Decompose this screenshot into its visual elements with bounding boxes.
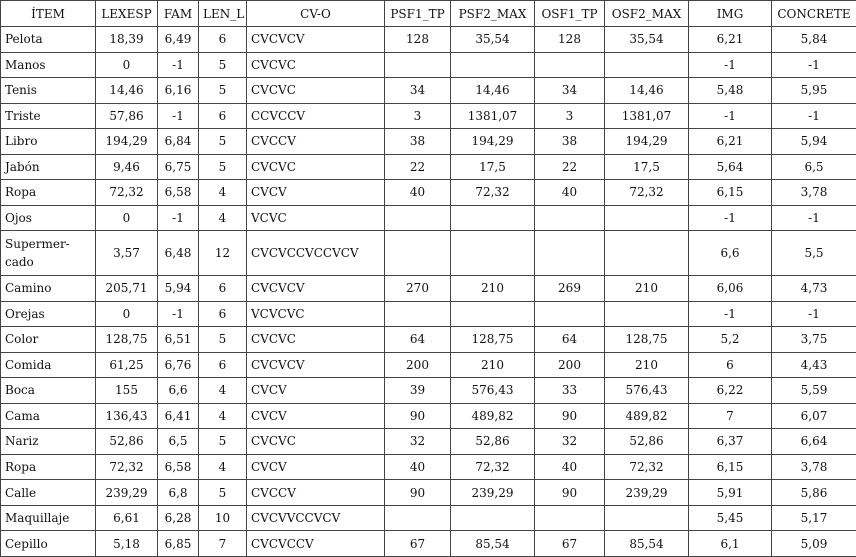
table-cell: CVCV <box>247 403 385 429</box>
table-cell: 6,1 <box>689 531 772 557</box>
table-cell: 3,78 <box>772 180 856 206</box>
table-cell: 1381,07 <box>605 103 689 129</box>
table-cell: 52,86 <box>605 429 689 455</box>
table-cell: 52,86 <box>451 429 535 455</box>
table-cell: 34 <box>535 78 605 104</box>
table-cell: 3,75 <box>772 327 856 353</box>
table-row <box>1 129 856 155</box>
table-cell: 72,32 <box>451 454 535 480</box>
table-row <box>1 276 856 302</box>
table-cell: 6,61 <box>96 505 158 531</box>
table-row <box>1 454 856 480</box>
table-cell: 32 <box>535 429 605 455</box>
table-cell: 239,29 <box>96 480 158 506</box>
table-cell: 6,48 <box>158 231 199 276</box>
table-row <box>1 103 856 129</box>
table-cell: 6,22 <box>689 378 772 404</box>
item-cell: Supermer-cado <box>1 231 96 276</box>
table-cell: -1 <box>772 52 856 78</box>
table-row <box>1 78 856 104</box>
item-cell: Libro <box>1 129 96 155</box>
table-cell: 4,43 <box>772 352 856 378</box>
table-cell: 5,48 <box>689 78 772 104</box>
table-cell: 14,46 <box>96 78 158 104</box>
table-cell: 4,73 <box>772 276 856 302</box>
table-cell: 5,91 <box>689 480 772 506</box>
table-cell <box>605 205 689 231</box>
item-cell: Ropa <box>1 180 96 206</box>
table-cell <box>605 301 689 327</box>
item-cell: Camino <box>1 276 96 302</box>
item-cell: Color <box>1 327 96 353</box>
table-cell: 5,94 <box>158 276 199 302</box>
item-cell: Boca <box>1 378 96 404</box>
table-cell: 5,18 <box>96 531 158 557</box>
table-cell: 12 <box>199 231 247 276</box>
table-cell <box>451 301 535 327</box>
table-cell: 210 <box>605 276 689 302</box>
table-cell <box>535 231 605 276</box>
table-cell: 9,46 <box>96 154 158 180</box>
table-cell: 17,5 <box>605 154 689 180</box>
table-cell: -1 <box>689 301 772 327</box>
table-cell: 90 <box>535 480 605 506</box>
table-cell: 90 <box>385 480 451 506</box>
table-cell: 239,29 <box>605 480 689 506</box>
item-cell: Nariz <box>1 429 96 455</box>
table-row <box>1 301 856 327</box>
table-cell: CVCVCV <box>247 352 385 378</box>
column-header: CV-O <box>247 1 385 27</box>
table-cell: 128,75 <box>451 327 535 353</box>
table-row <box>1 231 856 276</box>
table-cell: 269 <box>535 276 605 302</box>
table-cell: 194,29 <box>451 129 535 155</box>
table-cell: 210 <box>451 352 535 378</box>
table-cell: CCVCCV <box>247 103 385 129</box>
table-cell: 155 <box>96 378 158 404</box>
table-cell <box>451 505 535 531</box>
table-row <box>1 52 856 78</box>
table-cell: CVCVC <box>247 154 385 180</box>
table-cell: -1 <box>158 103 199 129</box>
table-cell: 22 <box>535 154 605 180</box>
table-cell: 6,5 <box>772 154 856 180</box>
table-cell: 5 <box>199 154 247 180</box>
column-header: FAM <box>158 1 199 27</box>
table-cell <box>605 505 689 531</box>
item-cell: Pelota <box>1 27 96 53</box>
table-cell: 5 <box>199 429 247 455</box>
table-cell: 136,43 <box>96 403 158 429</box>
table-cell: 39 <box>385 378 451 404</box>
table-cell: CVCVCV <box>247 27 385 53</box>
table-cell: -1 <box>158 52 199 78</box>
table-row <box>1 27 856 53</box>
table-cell: -1 <box>158 301 199 327</box>
table-cell: 6,21 <box>689 129 772 155</box>
table-cell: 6,15 <box>689 180 772 206</box>
table-cell: 34 <box>385 78 451 104</box>
table-cell: 6 <box>199 27 247 53</box>
table-cell: 33 <box>535 378 605 404</box>
table-cell: 489,82 <box>451 403 535 429</box>
table-cell: 205,71 <box>96 276 158 302</box>
item-cell: Jabón <box>1 154 96 180</box>
table-cell: 5,2 <box>689 327 772 353</box>
table-cell: 4 <box>199 403 247 429</box>
table-cell: 3 <box>535 103 605 129</box>
table-cell <box>451 205 535 231</box>
header-row <box>1 1 856 27</box>
column-header: OSF1_TP <box>535 1 605 27</box>
table-cell: 1381,07 <box>451 103 535 129</box>
table-cell <box>385 505 451 531</box>
table-cell: 6,15 <box>689 454 772 480</box>
table-cell: 17,5 <box>451 154 535 180</box>
table-cell <box>535 505 605 531</box>
table-cell <box>451 52 535 78</box>
table-cell: 6,06 <box>689 276 772 302</box>
table-cell <box>535 52 605 78</box>
table-cell: 6 <box>199 103 247 129</box>
table-cell: 6,07 <box>772 403 856 429</box>
table-cell: 6 <box>689 352 772 378</box>
table-cell: 6,76 <box>158 352 199 378</box>
table-cell: 5,45 <box>689 505 772 531</box>
table-cell: 38 <box>535 129 605 155</box>
table-cell: 6 <box>199 276 247 302</box>
table-cell <box>385 231 451 276</box>
table-cell: 40 <box>535 180 605 206</box>
table-cell: 4 <box>199 205 247 231</box>
table-cell <box>385 205 451 231</box>
table-cell: 6 <box>199 301 247 327</box>
item-cell: Ojos <box>1 205 96 231</box>
table-cell: 128 <box>535 27 605 53</box>
item-cell: Cepillo <box>1 531 96 557</box>
table-cell: 6,6 <box>689 231 772 276</box>
table-cell: 40 <box>385 180 451 206</box>
table-cell: 576,43 <box>451 378 535 404</box>
column-header: IMG <box>689 1 772 27</box>
table-cell: 35,54 <box>605 27 689 53</box>
item-cell: Tenis <box>1 78 96 104</box>
table-cell: 6,5 <box>158 429 199 455</box>
table-cell: CVCV <box>247 454 385 480</box>
item-cell: Comida <box>1 352 96 378</box>
table-cell: 128,75 <box>96 327 158 353</box>
table-cell <box>385 52 451 78</box>
table-cell: -1 <box>772 205 856 231</box>
table-cell: CVCVC <box>247 429 385 455</box>
table-cell: 90 <box>535 403 605 429</box>
table-cell: 5,95 <box>772 78 856 104</box>
table-cell: 5,64 <box>689 154 772 180</box>
table-cell: 6,84 <box>158 129 199 155</box>
table-cell: 7 <box>689 403 772 429</box>
table-cell: VCVC <box>247 205 385 231</box>
table-cell: 6,6 <box>158 378 199 404</box>
table-cell: 5,17 <box>772 505 856 531</box>
table-cell: 6,28 <box>158 505 199 531</box>
table-row <box>1 378 856 404</box>
table-cell: CVCV <box>247 378 385 404</box>
column-header: LEXESP <box>96 1 158 27</box>
table-cell: 0 <box>96 52 158 78</box>
table-row <box>1 180 856 206</box>
table-cell: 64 <box>535 327 605 353</box>
table-cell: 6,49 <box>158 27 199 53</box>
table-row <box>1 352 856 378</box>
table-cell: 200 <box>535 352 605 378</box>
table-cell: CVCCV <box>247 480 385 506</box>
table-cell: 5 <box>199 52 247 78</box>
table-cell: CVCCV <box>247 129 385 155</box>
table-row <box>1 154 856 180</box>
table-cell: 6,58 <box>158 454 199 480</box>
table-cell: 0 <box>96 205 158 231</box>
table-cell <box>605 231 689 276</box>
table-cell: 10 <box>199 505 247 531</box>
table-cell: 72,32 <box>605 180 689 206</box>
table-cell: -1 <box>689 205 772 231</box>
table-cell: 14,46 <box>605 78 689 104</box>
table-cell: 5,59 <box>772 378 856 404</box>
table-cell: CVCVCV <box>247 276 385 302</box>
table-cell: 6,58 <box>158 180 199 206</box>
column-header: LEN_L <box>199 1 247 27</box>
table-cell: 40 <box>385 454 451 480</box>
table-cell <box>605 52 689 78</box>
column-header: ÍTEM <box>1 1 96 27</box>
table-cell: 6,64 <box>772 429 856 455</box>
table-cell: 72,32 <box>96 180 158 206</box>
table-cell: 4 <box>199 378 247 404</box>
item-cell: Maquillaje <box>1 505 96 531</box>
table-cell <box>385 301 451 327</box>
table-cell: 6,75 <box>158 154 199 180</box>
table-cell: 200 <box>385 352 451 378</box>
table-cell: 57,86 <box>96 103 158 129</box>
table-cell: CVCVCCVCCVCV <box>247 231 385 276</box>
item-cell: Calle <box>1 480 96 506</box>
table-cell: 38 <box>385 129 451 155</box>
column-header: PSF1_TP <box>385 1 451 27</box>
table-cell: 6,37 <box>689 429 772 455</box>
table-cell: CVCV <box>247 180 385 206</box>
table-cell: 3,57 <box>96 231 158 276</box>
table-cell: 4 <box>199 454 247 480</box>
item-cell: Orejas <box>1 301 96 327</box>
table-cell: -1 <box>772 103 856 129</box>
table-cell: 6,85 <box>158 531 199 557</box>
item-cell: Triste <box>1 103 96 129</box>
table-row <box>1 403 856 429</box>
table-cell: 67 <box>385 531 451 557</box>
table-cell: CVCVC <box>247 52 385 78</box>
table-cell: 85,54 <box>605 531 689 557</box>
table-cell: 14,46 <box>451 78 535 104</box>
table-cell: 489,82 <box>605 403 689 429</box>
table-cell: 3 <box>385 103 451 129</box>
table-cell: 6,8 <box>158 480 199 506</box>
table-cell: 5,84 <box>772 27 856 53</box>
table-cell: 5 <box>199 129 247 155</box>
table-cell: 18,39 <box>96 27 158 53</box>
table-cell: 128 <box>385 27 451 53</box>
column-header: CONCRETE <box>772 1 856 27</box>
table-row <box>1 531 856 557</box>
table-cell: 22 <box>385 154 451 180</box>
table-cell: 6,51 <box>158 327 199 353</box>
item-cell: Ropa <box>1 454 96 480</box>
table-cell <box>451 231 535 276</box>
table-cell: 6,21 <box>689 27 772 53</box>
table-cell: -1 <box>689 103 772 129</box>
table-cell: 5,94 <box>772 129 856 155</box>
table-cell: CVCVC <box>247 78 385 104</box>
item-cell: Cama <box>1 403 96 429</box>
table-cell: 5 <box>199 78 247 104</box>
table-cell <box>535 301 605 327</box>
table-cell: 5,86 <box>772 480 856 506</box>
table-cell: 72,32 <box>451 180 535 206</box>
table-row <box>1 480 856 506</box>
table-cell: 194,29 <box>605 129 689 155</box>
table-cell: 128,75 <box>605 327 689 353</box>
table-cell: CVCVC <box>247 327 385 353</box>
table-cell: 64 <box>385 327 451 353</box>
table-cell: 6,16 <box>158 78 199 104</box>
table-cell: 0 <box>96 301 158 327</box>
table-body <box>1 27 856 557</box>
table-cell: -1 <box>158 205 199 231</box>
table-cell: -1 <box>689 52 772 78</box>
table-cell: 7 <box>199 531 247 557</box>
table-cell: 90 <box>385 403 451 429</box>
table-cell: 270 <box>385 276 451 302</box>
table-cell: 72,32 <box>96 454 158 480</box>
table-cell: 5,5 <box>772 231 856 276</box>
table-cell: 61,25 <box>96 352 158 378</box>
table-cell: 210 <box>605 352 689 378</box>
table-cell: 40 <box>535 454 605 480</box>
table-cell: 239,29 <box>451 480 535 506</box>
table-cell: 67 <box>535 531 605 557</box>
table-cell: 4 <box>199 180 247 206</box>
table-cell: 3,78 <box>772 454 856 480</box>
table-cell: 5 <box>199 480 247 506</box>
table-cell: 52,86 <box>96 429 158 455</box>
table-cell: 5 <box>199 327 247 353</box>
table-cell: 210 <box>451 276 535 302</box>
table-cell: CVCVCCV <box>247 531 385 557</box>
table-row <box>1 205 856 231</box>
table-cell: -1 <box>772 301 856 327</box>
table-cell: CVCVVCCVCV <box>247 505 385 531</box>
table-row <box>1 429 856 455</box>
table-row <box>1 505 856 531</box>
table-cell: 6,41 <box>158 403 199 429</box>
table-row <box>1 327 856 353</box>
table-cell <box>535 205 605 231</box>
table-cell: 32 <box>385 429 451 455</box>
table-cell: 72,32 <box>605 454 689 480</box>
table-cell: 85,54 <box>451 531 535 557</box>
item-cell: Manos <box>1 52 96 78</box>
column-header: OSF2_MAX <box>605 1 689 27</box>
table-cell: 5,09 <box>772 531 856 557</box>
column-header: PSF2_MAX <box>451 1 535 27</box>
table-cell: 194,29 <box>96 129 158 155</box>
table-cell: 6 <box>199 352 247 378</box>
table-cell: 35,54 <box>451 27 535 53</box>
table-cell: 576,43 <box>605 378 689 404</box>
table-cell: VCVCVC <box>247 301 385 327</box>
